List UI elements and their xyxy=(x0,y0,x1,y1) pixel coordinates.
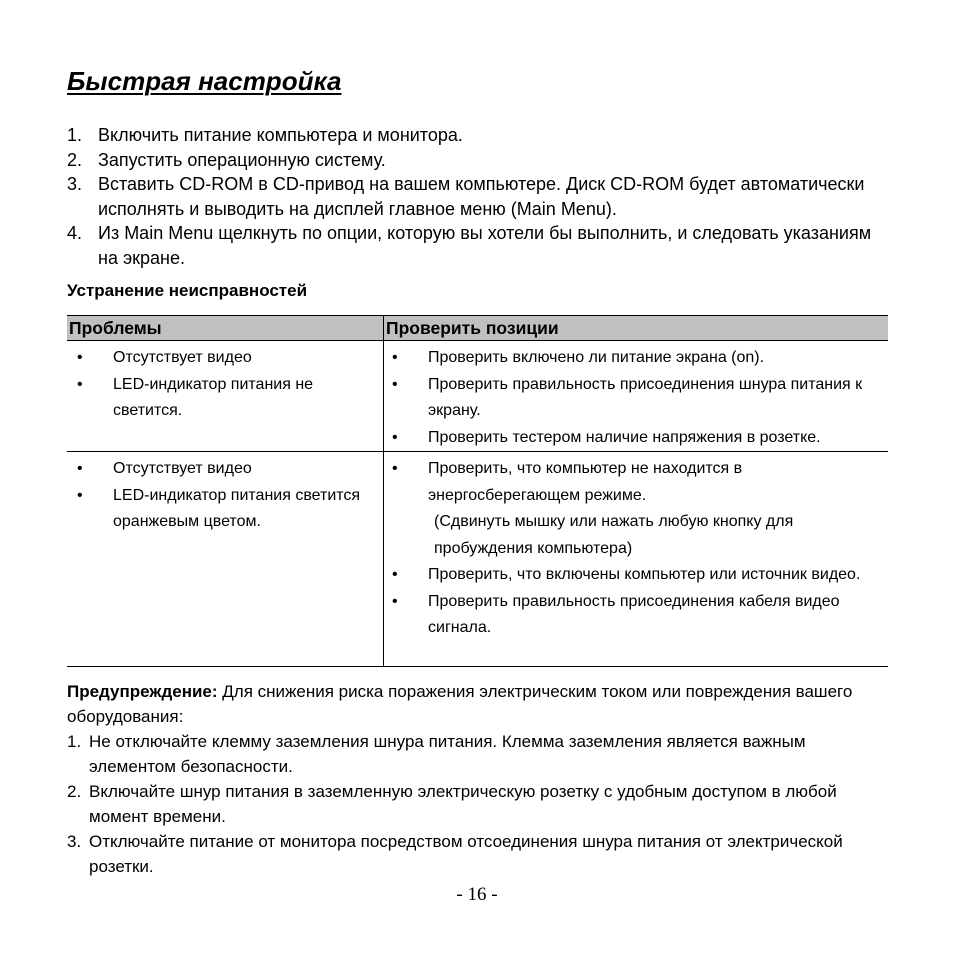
step-number: 1. xyxy=(67,125,83,145)
column-header-check: Проверить позиции xyxy=(384,316,889,341)
list-item: • Проверить тестером наличие напряжения в розетке. xyxy=(384,425,888,452)
list-item xyxy=(67,148,887,173)
step-text: Вставить CD-ROM в CD-привод на вашем компьютере. Диск CD-ROM будет автоматически исполнять и выводить на дисплей главное меню (Main Menu). xyxy=(98,174,865,219)
problems-cell xyxy=(67,341,384,452)
list-item: • Отсутствует видео xyxy=(67,345,383,372)
list-item xyxy=(67,829,897,879)
list-item: • Отсутствует видео xyxy=(67,456,383,483)
list-item: • Проверить правильность присоединения шнура питания к экрану. xyxy=(384,372,888,425)
table-row xyxy=(67,452,888,667)
column-header-problems: Проблемы xyxy=(67,316,384,341)
setup-steps-list xyxy=(67,123,887,270)
warning-intro xyxy=(67,679,897,729)
list-item xyxy=(67,779,897,829)
step-number: 4. xyxy=(67,223,83,243)
warning-number: 3. xyxy=(67,832,82,851)
list-item xyxy=(67,729,897,779)
step-number: 3. xyxy=(67,174,83,194)
warning-text: Отключайте питание от монитора посредством отсоединения шнура питания от электрической розетки. xyxy=(89,832,843,876)
list-item: • LED-индикатор питания не светится. xyxy=(67,372,383,425)
warning-label: Предупреждение: xyxy=(67,682,218,701)
troubleshooting-table xyxy=(67,315,888,667)
warning-list xyxy=(67,729,897,879)
list-item: • LED-индикатор питания светится оранжевым цветом. xyxy=(67,483,383,536)
warning-intro-text: Для снижения риска поражения электрическим током или повреждения вашего оборудования: xyxy=(67,682,853,726)
table-row xyxy=(67,341,888,452)
check-note: (Сдвинуть мышку или нажать любую кнопку для пробуждения компьютера) xyxy=(434,513,794,557)
list-item: • Проверить правильность присоединения кабеля видео сигнала. xyxy=(384,589,888,642)
list-item xyxy=(67,123,887,148)
warning-text: Не отключайте клемму заземления шнура питания. Клемма заземления является важным элементом безопасности. xyxy=(89,732,806,776)
warning-number: 1. xyxy=(67,732,82,751)
warning-section xyxy=(67,679,897,879)
checks-cell xyxy=(384,452,889,667)
step-text: Включить питание компьютера и монитора. xyxy=(98,125,463,145)
list-item xyxy=(384,456,888,562)
warning-number: 2. xyxy=(67,782,82,801)
list-item xyxy=(67,221,887,270)
warning-text: Включайте шнур питания в заземленную электрическую розетку с удобным доступом в любой момент времени. xyxy=(89,782,837,826)
step-text: Из Main Menu щелкнуть по опции, которую вы хотели бы выполнить, и следовать указаниям на экране. xyxy=(98,223,872,268)
checks-cell xyxy=(384,341,889,452)
list-item: • Проверить, что включены компьютер или источник видео. xyxy=(384,562,888,589)
check-text: Проверить, что компьютер не находится в энергосберегающем режиме. xyxy=(428,460,743,504)
page-number: - 16 - xyxy=(456,884,498,905)
problems-cell xyxy=(67,452,384,667)
page-title: Быстрая настройка xyxy=(67,66,342,96)
step-text: Запустить операционную систему. xyxy=(98,149,386,170)
table-header-row xyxy=(67,316,888,341)
list-item xyxy=(67,172,887,221)
list-item: • Проверить включено ли питание экрана (on). xyxy=(384,345,888,372)
troubleshooting-heading: Устранение неисправностей xyxy=(67,281,308,300)
step-number: 2. xyxy=(67,149,83,170)
